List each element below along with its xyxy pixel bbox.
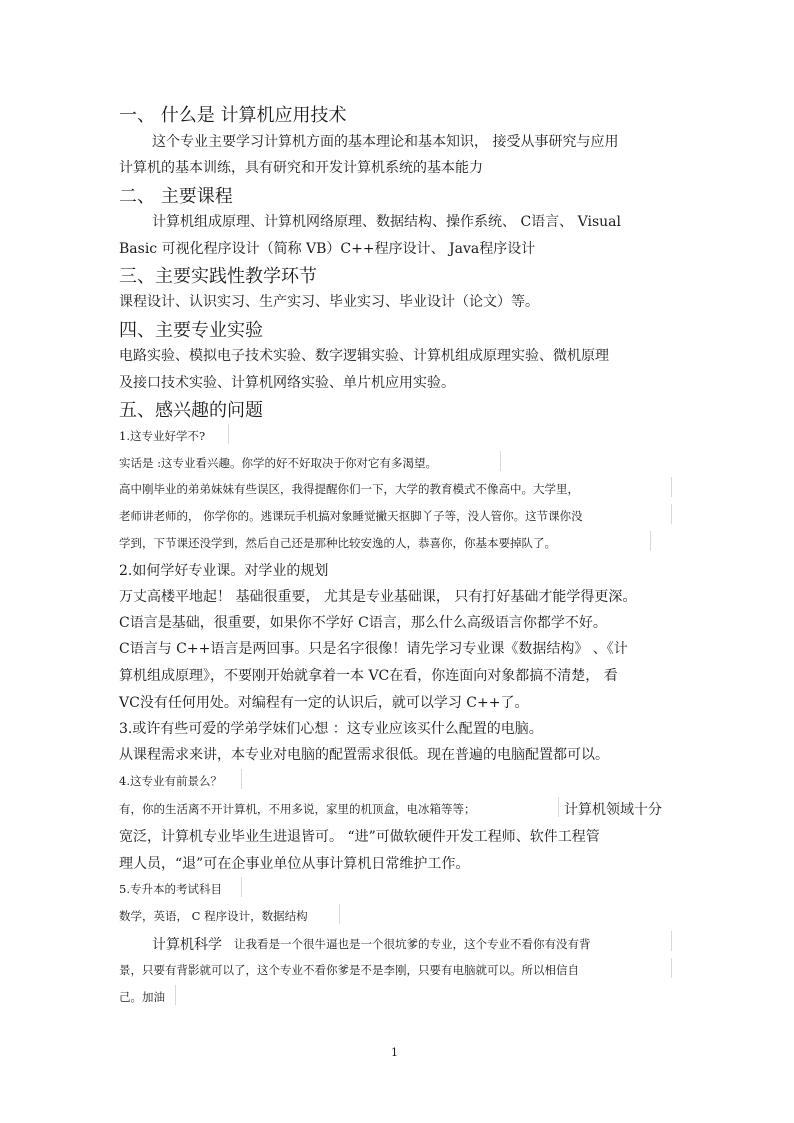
text-box-edge — [671, 504, 672, 524]
paragraph-line: 计算机的基本训练，具有研究和开发计算机系统的基本能力 — [119, 160, 483, 176]
section-heading-4: 四、主要专业实验 — [119, 320, 263, 341]
answer-line: 学到，下节课还没学到，然后自己还是那种比较安逸的人，恭喜你，你基本要掉队了。 — [119, 536, 556, 550]
question-4: 4.这专业有前景么？ — [119, 774, 222, 788]
answer-line: 老师讲老师的， 你学你的。逃课玩手机搞对象睡觉撇天抠脚丫子等，没人管你。这节课你没 — [119, 509, 583, 523]
text-box-edge — [339, 904, 340, 924]
answer-line: 宽泛，计算机专业毕业生进退皆可。 “进”可做软硬件开发工程师、软件工程管 — [119, 829, 600, 845]
text-box-edge — [671, 477, 672, 497]
answer-line: 算机组成原理》，不要刚开始就拿着一本 VC在看，你连面向对象都搞不清楚， 看 — [119, 668, 618, 684]
closing-lead: 计算机科学 — [152, 937, 222, 953]
answer-line: 数学，英语， C 程序设计，数据结构 — [119, 909, 308, 923]
answer-line: 理人员，“退”可在企事业单位从事计算机日常维护工作。 — [119, 856, 470, 872]
question-1: 1.这专业好学不? — [119, 429, 206, 443]
section-heading-5: 五、感兴趣的问题 — [119, 400, 263, 421]
answer-line: 实话是 :这专业看兴趣。你学的好不好取决于你对它有多渴望。 — [119, 456, 438, 470]
paragraph-line: 及接口技术实验、计算机网络实验、单片机应用实验。 — [119, 375, 455, 391]
text-box-edge — [241, 877, 242, 897]
closing-line: 己。加油 — [119, 990, 165, 1004]
paragraph-line: Basic 可视化程序设计（简称 VB）C++程序设计、 Java程序设计 — [119, 241, 536, 257]
section-heading-3: 三、主要实践性教学环节 — [119, 266, 317, 287]
text-box-edge — [650, 531, 651, 551]
section-heading-2: 二、 主要课程 — [119, 186, 233, 207]
answer-line: VC没有任何用处。对编程有一定的认识后，就可以学习 C++了。 — [119, 695, 529, 711]
question-5: 5.专升本的考试科目 — [119, 882, 222, 896]
answer-line: 计算机领域十分 — [564, 802, 662, 818]
answer-line: 万丈高楼平地起！ 基础很重要， 尤其是专业基础课， 只有打好基础才能学得更深。 — [119, 589, 637, 605]
closing-line: 景，只要有背影就可以了，这个专业不看你爹是不是李刚，只要有电脑就可以。所以相信自 — [119, 963, 579, 977]
text-box-edge — [228, 424, 229, 444]
answer-line: 高中刚毕业的弟弟妹妹有些误区，我得提醒你们一下，大学的教育模式不像高中。大学里， — [119, 482, 579, 496]
paragraph-line: 课程设计、认识实习、生产实习、毕业实习、毕业设计（论文）等。 — [119, 294, 539, 310]
answer-line: 有，你的生活离不开计算机，不用多说，家里的机顶盒，电冰箱等等； — [119, 802, 476, 816]
paragraph-line: 这个专业主要学习计算机方面的基本理论和基本知识， 接受从事研究与应用 — [152, 134, 619, 150]
text-box-edge — [558, 797, 559, 817]
question-2: 2.如何学好专业课。对学业的规划 — [119, 563, 329, 579]
paragraph-line: 计算机组成原理、计算机网络原理、数据结构、操作系统、 C语言、 Visual — [152, 214, 621, 230]
text-box-edge — [500, 451, 501, 471]
page-number: 1 — [391, 1046, 398, 1059]
paragraph-line: 电路实验、模拟电子技术实验、数字逻辑实验、计算机组成原理实验、微机原理 — [119, 348, 609, 364]
answer-line: 从课程需求来讲，本专业对电脑的配置需求很低。现在普遍的电脑配置都可以。 — [119, 747, 609, 763]
text-box-edge — [175, 985, 176, 1005]
section-heading-1: 一、 什么是 计算机应用技术 — [119, 105, 347, 126]
answer-line: C语言是基础，很重要，如果你不学好 C语言，那么什么高级语言你都学不好。 — [119, 615, 607, 631]
question-3: 3.或许有些可爱的学弟学妹们心想 ：这专业应该买什么配置的电脑。 — [119, 721, 543, 737]
text-box-edge — [671, 958, 672, 978]
closing-line: 让我看是一个很牛逼也是一个很坑爹的专业，这个专业不看你有没有背 — [234, 937, 591, 951]
answer-line: C语言与 C++语言是两回事。只是名字很像！请先学习专业课《数据结构》 、《计 — [119, 641, 628, 657]
text-box-edge — [671, 931, 672, 951]
text-box-edge — [241, 769, 242, 789]
